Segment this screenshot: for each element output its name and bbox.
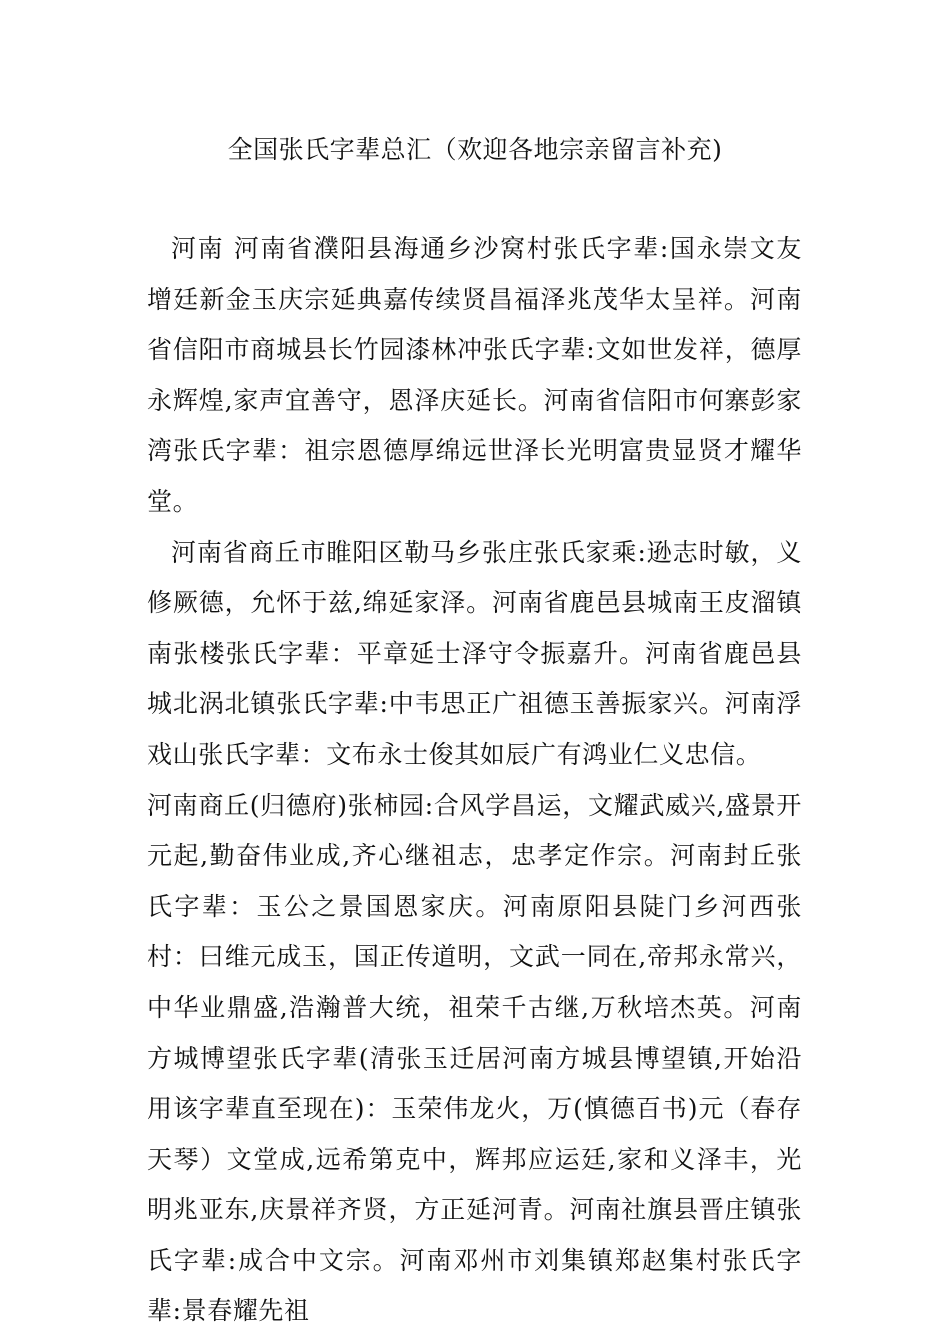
document-body xyxy=(147,224,802,1337)
paragraph-3: 河南商丘(归德府)张柿园:合风学昌运，文耀武威兴,盛景开元起,勤奋伟业成,齐心继祖志，忠孝定作宗。河南封丘张氏字辈：玉公之景国恩家庆。河南原阳县陡门乡河西张村：曰维元成玉，国正传道明，文武一同在,帝邦永常兴，中华业鼎盛,浩瀚普大统，祖荣千古继,万秋培杰英。河南方城博望张氏字辈(清张玉迁居河南方城县博望镇,开始沿用该字辈直至现在)：玉荣伟龙火，万(慎德百书)元（春存天琴）文堂成,远希第克中，辉邦应运廷,家和义泽丰，光明兆亚东,庆景祥齐贤，方正延河青。河南社旗县晋庄镇张氏字辈:成合中文宗。河南邓州市刘集镇郑赵集村张氏字辈:景春耀先祖 xyxy=(147,790,802,1326)
paragraph-2: 河南省商丘市睢阳区勒马乡张庄张氏家乘:逊志时敏，义修厥德，允怀于兹,绵延家泽。河南省鹿邑县城南王皮溜镇南张楼张氏字辈：平章延士泽守令振嘉升。河南省鹿邑县城北涡北镇张氏字辈:中韦思正广祖德玉善振家兴。河南浮戏山张氏字辈：文布永士俊其如辰广有鸿业仁义忠信。 xyxy=(147,537,802,769)
document-title: 全国张氏字辈总汇（欢迎各地宗亲留言补充) xyxy=(227,135,723,164)
paragraph-1: 河南 河南省濮阳县海通乡沙窝村张氏字辈:国永崇文友增廷新金玉庆宗延典嘉传续贤昌福泽兆茂华太呈祥。河南省信阳市商城县长竹园漆林冲张氏字辈:文如世发祥，德厚永辉煌,家声宜善守，恩泽庆延长。河南省信阳市何寨彭家湾张氏字辈：祖宗恩德厚绵远世泽长光明富贵显贤才耀华堂。 xyxy=(147,234,802,516)
